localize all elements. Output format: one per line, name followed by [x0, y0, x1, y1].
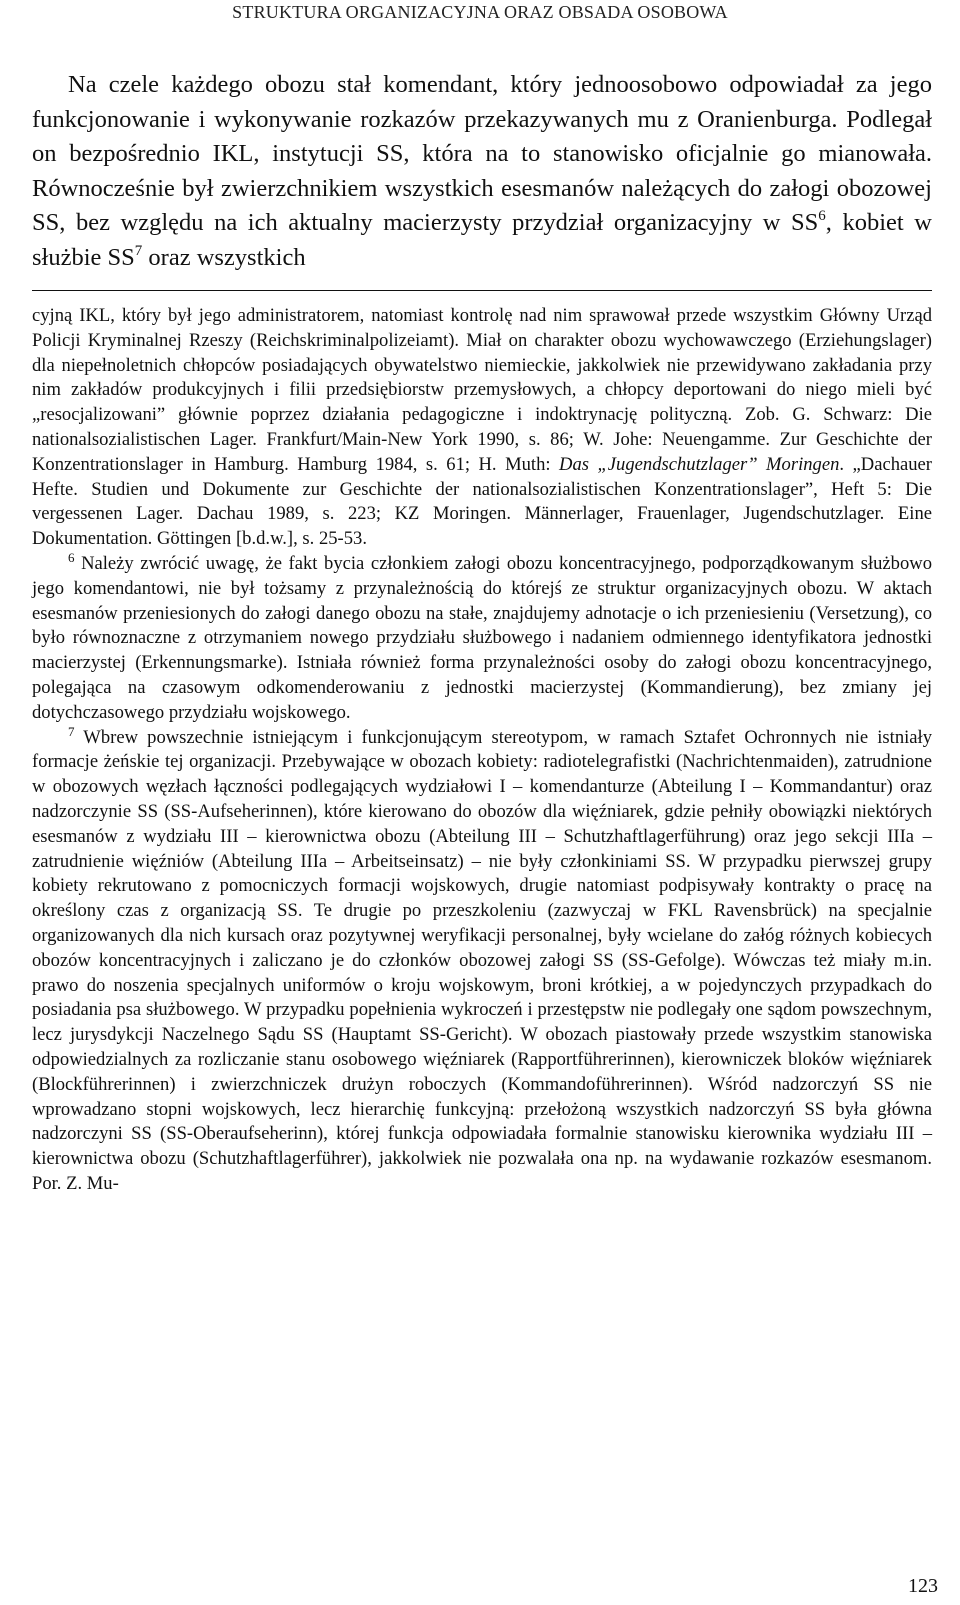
footnote-7-text: Wbrew powszechnie istniejącym i funkcjonującym stereotypom, w ramach Sztafet Ochronnych nie istniały formacje żeńskie tej organizacji. Przebywające w obozach kobiety: radiotelegrafistki (Nachrichtenmaiden), zatrudnione w obozowych węzłach łączności podlegających wydziałowi I – komendanturze (Abteilung I – Kommandantur) oraz nadzorczynie SS (SS-Aufseherinnen), które kierowano do obozów dla więźniarek, gdzie pełniły obowiązki niektórych esesmanów z wydziału III – kierownictwa obozu (Abteilung III – Schutzhaftlagerführung) oraz jego sekcji IIIa – zatrudnienie więźniów (Abteilung IIIa – Arbeitseinsatz) – nie były członkiniami SS. W przypadku pierwszej grupy kobiety rekrutowano z pomocniczych formacji wojskowych, drugie natomiast podpisywały kontrakty o pracę na określony czas z organizacją SS. Te drugie po przeszkoleniu (zazwyczaj w FKL Ravensbrück) na specjalnie organizowanych dla nich kursach oraz pozytywnej weryfikacji personalnej, były wcielane do załóg różnych kobiecych obozów koncentracyjnych i zaliczano je do członków obozowej załogi SS (SS-Gefolge). Wówczas też miały m.in. prawo do noszenia specjalnych uniformów o kroju wojskowym, broni krótkiej, a w pojedynczych przypadkach do posiadania psa służbowego. W przypadku popełnienia wykroczeń i przestępstw nie podlegały one sądom powszechnym, lecz jurysdykcji Naczelnego Sądu SS (Hauptamt SS-Gericht). W obozach piastowały przede wszystkim stanowiska odpowiedzialnych za rozliczanie stanu osobowego więźniarek (Rapportführerinnen), kierowniczek bloków więźniarek (Blockführerinnen) i zwierzchniczek drużyn roboczych (Kommandoführerinnen). Wśród nadzorczyń SS nie wprowadzano stopni wojskowych, lecz hierarchię funkcyjną: przełożoną wszystkich nadzorczyń SS była główna nadzorczyni SS (SS-Oberaufseherinn), której funkcja odpowiadała formalnie stanowisku kierownika wydziału III – kierownictwa obozu (Schutzhaftlagerführer), jakkolwiek nie pozwalała ona np. na wydawanie rozkazów esesmanom. Por. Z. Mu-	[32, 726, 932, 1194]
footnote-6-text: Należy zwrócić uwagę, że fakt bycia członkiem załogi obozu koncentracyjnego, podporządkowanym służbowo jego komendantowi, nie był tożsamy z przynależnością do którejś ze struktur organizacyjnych obozu. W aktach esesmanów przeniesionych do załogi danego obozu na stałe, znajdujemy adnotacje o ich przeniesieniu (Versetzung), co było równoznaczne z otrzymaniem nowego przydziału służbowego i nadaniem odmiennego identyfikatora jednostki macierzystej (Erkennungsmarke). Istniała również forma przynależności osoby do załogi obozu koncentracyjnego, polegająca na czasowym odkomenderowaniu z jednostki macierzystej (Kommandierung), bez zmiany jej dotychczasowego przydziału wojskowego.	[32, 552, 932, 723]
footnote-separator	[32, 290, 932, 291]
footnote-7	[32, 723, 932, 1197]
main-paragraph	[32, 68, 932, 275]
running-header: STRUKTURA ORGANIZACYJNA ORAZ OBSADA OSOBOWA	[232, 2, 728, 22]
main-paragraph-end: oraz wszystkich	[142, 243, 306, 271]
footnote-continuation-italic-title: Das „Jugendschutzlager” Moringen	[559, 453, 840, 475]
main-paragraph-mid: , kobiet w służbie SS	[32, 209, 932, 271]
footnote-7-number: 7	[68, 723, 75, 739]
footnotes	[32, 304, 932, 1197]
main-paragraph-start: Na czele każdego obozu stał komendant, który jednoosobowo odpowiadał za jego funkcjonowanie i wykonywanie rozkazów przekazywanych mu z Oranienburga. Podlegał on bezpośrednio IKL, instytucji SS, która na to stanowisko oficjalnie go mianowała. Równocześnie był zwierzchnikiem wszystkich esesmanów należących do załogi obozowej SS, bez względu na ich aktualny macierzysty przydział organizacyjny w SS	[32, 71, 932, 236]
footnote-continuation-text-b: . „Dachauer Hefte. Studien und Dokumente zur Geschichte der nationalsozialistischen Konzentrationslager”, Heft 5: Die vergessenen Lager. Dachau 1989, s. 223; KZ Moringen. Männerlager, Frauenlager, Jugendschutzlager. Eine Dokumentation. Göttingen [b.d.w.], s. 25-53.	[32, 453, 932, 550]
footnote-continuation-text-a: cyjną IKL, który był jego administratorem, natomiast kontrolę nad nim sprawował przede wszystkim Główny Urząd Policji Kryminalnej Rzeszy (Reichskriminalpolizeiamt). Miał on charakter obozu wychowawczego (Erziehungslager) dla niepełnoletnich chłopców posiadających obywatelstwo niemieckie, jakkolwiek nie przewidywano zakładania przy nim zakładów produkcyjnych i filii przedsiębiorstw przemysłowych, a chłopcy deportowani do niego mieli być „resocjalizowani” głównie poprzez działania pedagogiczne i indoktrynację polityczną. Zob. G. Schwarz: Die nationalsozialistischen Lager. Frankfurt/Main-New York 1990, s. 86; W. Johe: Neuengamme. Zur Geschichte der Konzentrationslager in Hamburg. Hamburg 1984, s. 61; H. Muth:	[32, 305, 932, 475]
footnote-ref-7[interactable]: 7	[134, 242, 143, 259]
footnote-ref-6[interactable]: 6	[818, 208, 826, 224]
footnote-6-number: 6	[68, 549, 75, 565]
main-text	[32, 68, 932, 275]
footnote-continuation	[32, 304, 932, 552]
footnote-6	[32, 549, 932, 726]
page-number: 123	[908, 1575, 938, 1597]
